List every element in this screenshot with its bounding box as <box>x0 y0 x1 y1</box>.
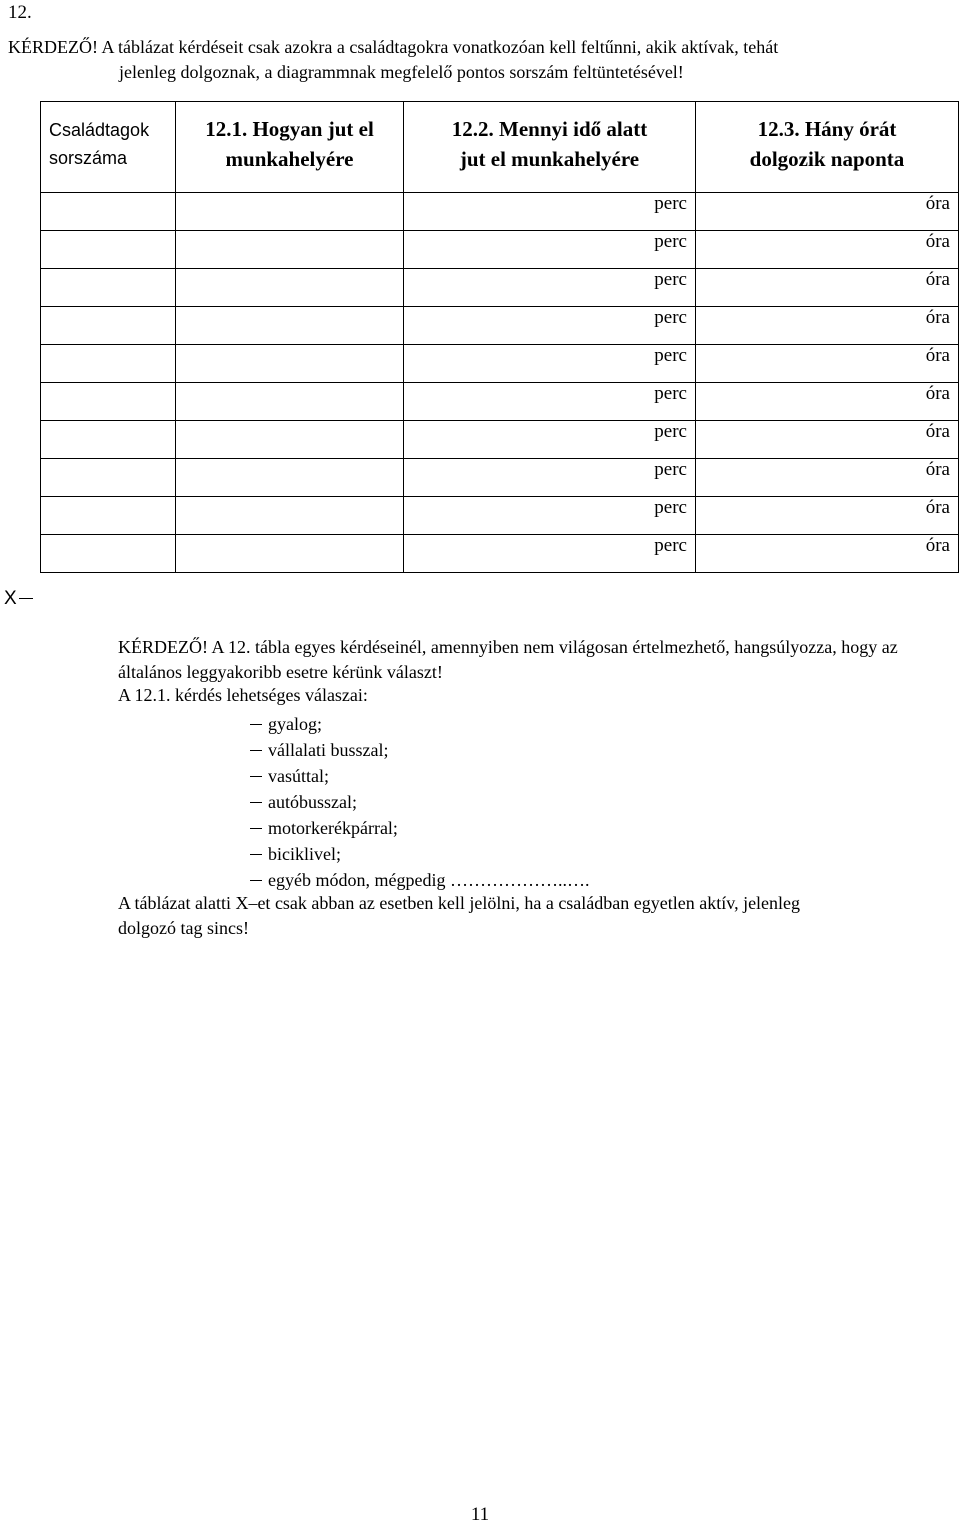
commute-time-cell[interactable]: perc <box>404 307 696 345</box>
commute-time-cell[interactable]: perc <box>404 459 696 497</box>
table-row <box>41 535 959 573</box>
header-q3-work-hours <box>696 102 959 193</box>
list-item: egyéb módon, mégpedig ………………..…. <box>250 867 589 893</box>
family-number-cell[interactable] <box>41 535 176 573</box>
list-item: biciklivel; <box>250 841 589 867</box>
header-q1-line-1: 12.1. Hogyan jut el <box>205 117 374 141</box>
header-family-member-number <box>41 102 176 193</box>
answers-title: A 12.1. kérdés lehetséges válaszai: <box>118 685 368 705</box>
table-row <box>41 269 959 307</box>
work-hours-cell[interactable]: óra <box>696 345 959 383</box>
table-row <box>41 345 959 383</box>
commute-time-cell[interactable]: perc <box>404 269 696 307</box>
work-hours-cell[interactable]: óra <box>696 269 959 307</box>
header-q2-commute-time <box>404 102 696 193</box>
header-q1-line-2: munkahelyére <box>225 147 354 171</box>
commute-time-cell[interactable]: perc <box>404 535 696 573</box>
commute-mode-cell[interactable] <box>176 421 404 459</box>
interviewer-note <box>118 635 948 685</box>
instruction-line-2: jelenleg dolgoznak, a diagrammnak megfelelő pontos sorszám feltüntetésével! <box>119 62 684 82</box>
table-row <box>41 231 959 269</box>
commute-mode-cell[interactable] <box>176 459 404 497</box>
family-number-cell[interactable] <box>41 269 176 307</box>
commute-time-cell[interactable]: perc <box>404 383 696 421</box>
commute-time-cell[interactable]: perc <box>404 231 696 269</box>
list-item: vasúttal; <box>250 763 589 789</box>
table-row <box>41 497 959 535</box>
work-hours-cell[interactable]: óra <box>696 383 959 421</box>
work-hours-cell[interactable]: óra <box>696 231 959 269</box>
table-row <box>41 459 959 497</box>
final-note-line-1: A táblázat alatti X–et csak abban az esetben kell jelölni, ha a családban egyetlen aktív, jelenleg <box>118 893 801 913</box>
family-number-cell[interactable] <box>41 383 176 421</box>
header-family-line-1: Családtagok <box>49 120 150 140</box>
header-family-line-2: sorszáma <box>49 148 128 168</box>
family-number-cell[interactable] <box>41 345 176 383</box>
table-row <box>41 193 959 231</box>
no-active-member-mark[interactable] <box>4 588 33 610</box>
work-hours-cell[interactable]: óra <box>696 459 959 497</box>
family-number-cell[interactable] <box>41 307 176 345</box>
family-number-cell[interactable] <box>41 459 176 497</box>
table-header-row <box>41 102 959 193</box>
table-row <box>41 383 959 421</box>
commute-mode-cell[interactable] <box>176 535 404 573</box>
commute-mode-cell[interactable] <box>176 383 404 421</box>
family-number-cell[interactable] <box>41 497 176 535</box>
work-hours-cell[interactable]: óra <box>696 307 959 345</box>
x-mark-line <box>19 598 33 599</box>
note-line-1: KÉRDEZŐ! A 12. tábla egyes kérdéseinél, amennyiben nem világosan értelmezhető, hangsúlyozza, hogy az <box>118 637 898 657</box>
final-note-line-2: dolgozó tag sincs! <box>118 918 249 938</box>
commute-mode-cell[interactable] <box>176 497 404 535</box>
commute-time-cell[interactable]: perc <box>404 497 696 535</box>
commute-mode-cell[interactable] <box>176 193 404 231</box>
commute-mode-cell[interactable] <box>176 345 404 383</box>
family-number-cell[interactable] <box>41 231 176 269</box>
list-item: vállalati busszal; <box>250 737 589 763</box>
header-q1-commute-mode <box>176 102 404 193</box>
commute-time-cell[interactable]: perc <box>404 345 696 383</box>
work-hours-cell[interactable]: óra <box>696 497 959 535</box>
header-q3-line-1: 12.3. Hány órát <box>757 117 897 141</box>
instruction-line-1: KÉRDEZŐ! A táblázat kérdéseit csak azokra a családtagokra vonatkozóan kell feltűnni, akik aktívak, tehát <box>8 37 779 57</box>
commute-time-cell[interactable]: perc <box>404 193 696 231</box>
x-mark-label: X <box>4 588 17 609</box>
question-number: 12. <box>8 2 32 23</box>
table-row <box>41 307 959 345</box>
commute-mode-cell[interactable] <box>176 231 404 269</box>
final-note <box>118 891 948 941</box>
page-number: 11 <box>470 1504 490 1525</box>
answer-options-list <box>250 711 589 893</box>
family-number-cell[interactable] <box>41 193 176 231</box>
list-item: gyalog; <box>250 711 589 737</box>
list-item: autóbusszal; <box>250 789 589 815</box>
header-q2-line-1: 12.2. Mennyi idő alatt <box>451 117 648 141</box>
header-q3-line-2: dolgozik naponta <box>749 147 905 171</box>
survey-table <box>40 101 959 573</box>
header-q2-line-2: jut el munkahelyére <box>459 147 640 171</box>
work-hours-cell[interactable]: óra <box>696 421 959 459</box>
family-number-cell[interactable] <box>41 421 176 459</box>
commute-time-cell[interactable]: perc <box>404 421 696 459</box>
work-hours-cell[interactable]: óra <box>696 535 959 573</box>
commute-mode-cell[interactable] <box>176 269 404 307</box>
commute-mode-cell[interactable] <box>176 307 404 345</box>
work-hours-cell[interactable]: óra <box>696 193 959 231</box>
list-item: motorkerékpárral; <box>250 815 589 841</box>
note-line-2: általános leggyakoribb esetre kérünk választ! <box>118 662 443 682</box>
table-row <box>41 421 959 459</box>
interviewer-instruction <box>8 35 948 85</box>
